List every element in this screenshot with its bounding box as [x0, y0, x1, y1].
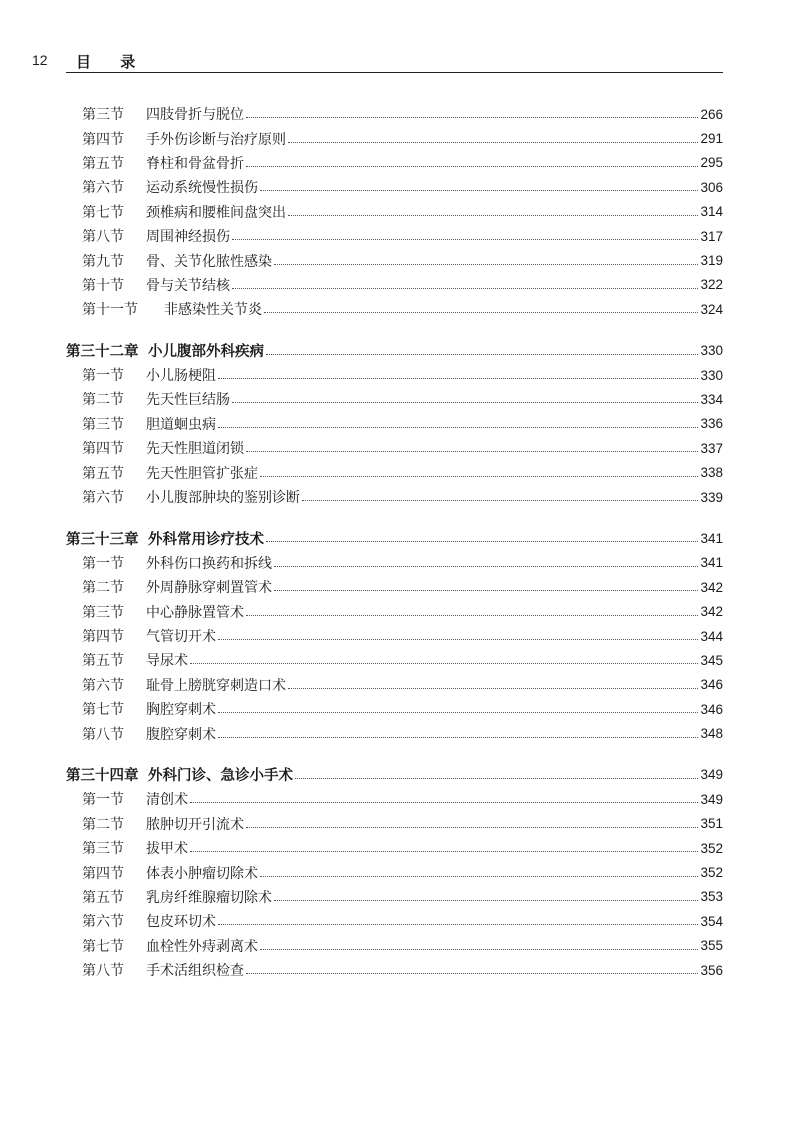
- dot-leader: [295, 777, 698, 779]
- section-entry[interactable]: [0, 151, 800, 175]
- section-entry[interactable]: [0, 460, 800, 484]
- section-title: 脊柱和骨盆骨折: [146, 155, 244, 172]
- section-entry[interactable]: [0, 599, 800, 623]
- page-ref: 341: [700, 555, 723, 571]
- section-entry[interactable]: [0, 885, 800, 909]
- section-title: 血栓性外痔剥离术: [146, 938, 258, 955]
- section-entry[interactable]: [0, 860, 800, 884]
- section-label: 第三节: [82, 416, 124, 433]
- dot-leader: [218, 923, 698, 925]
- section-title: 耻骨上膀胱穿刺造口术: [146, 677, 286, 694]
- page-ref: 334: [700, 391, 723, 407]
- chapter-title: 外科常用诊疗技术: [148, 531, 264, 548]
- page-ref: 344: [700, 628, 723, 644]
- page-ref: 342: [700, 579, 723, 595]
- section-label: 第一节: [82, 368, 124, 385]
- section-entry[interactable]: [0, 648, 800, 672]
- dot-leader: [274, 899, 698, 901]
- dot-leader: [218, 711, 698, 713]
- chapter-label: 第三十四章: [66, 768, 139, 785]
- dot-leader: [260, 948, 698, 950]
- page-ref: 306: [700, 179, 723, 195]
- section-entry[interactable]: [0, 934, 800, 958]
- dot-leader: [274, 565, 698, 567]
- section-title: 外科伤口换药和拆线: [146, 555, 272, 572]
- section-entry[interactable]: [0, 624, 800, 648]
- section-entry[interactable]: [0, 436, 800, 460]
- page-ref: 352: [700, 865, 723, 881]
- dot-leader: [190, 801, 698, 803]
- dot-leader: [218, 736, 698, 738]
- page-number: 12: [32, 52, 48, 68]
- page-ref: 341: [700, 530, 723, 546]
- section-label: 第九节: [82, 253, 124, 270]
- page-ref: 345: [700, 652, 723, 668]
- section-entry[interactable]: [0, 102, 800, 126]
- page-ref: 336: [700, 416, 723, 432]
- section-title: 气管切开术: [146, 629, 216, 645]
- section-title: 手术活组织检查: [146, 963, 244, 980]
- section-title: 胆道蛔虫病: [146, 416, 216, 433]
- dot-leader: [246, 450, 698, 452]
- page-ref: 353: [700, 889, 723, 905]
- section-entry[interactable]: [0, 958, 800, 982]
- section-label: 第四节: [82, 441, 124, 458]
- section-title: 腹腔穿刺术: [146, 726, 216, 743]
- section-title: 外周静脉穿刺置管术: [146, 580, 272, 597]
- section-title: 拔甲术: [146, 841, 188, 858]
- section-label: 第八节: [82, 726, 124, 743]
- page-ref: 337: [700, 440, 723, 456]
- section-label: 第十一节: [82, 302, 138, 319]
- section-label: 第七节: [82, 938, 124, 955]
- dot-leader: [288, 141, 698, 143]
- section-entry[interactable]: [0, 297, 800, 321]
- page-ref: 356: [700, 962, 723, 978]
- section-entry[interactable]: [0, 175, 800, 199]
- section-label: 第二节: [82, 816, 124, 833]
- section-label: 第三节: [82, 841, 124, 858]
- section-entry[interactable]: [0, 224, 800, 248]
- section-entry[interactable]: [0, 387, 800, 411]
- dot-leader: [266, 540, 698, 542]
- section-title: 脓肿切开引流术: [146, 816, 244, 833]
- section-entry[interactable]: [0, 273, 800, 297]
- section-label: 第六节: [82, 677, 124, 694]
- page-ref: 349: [700, 791, 723, 807]
- section-title: 导尿术: [146, 653, 188, 670]
- dot-leader: [218, 638, 698, 640]
- section-label: 第四节: [82, 131, 124, 148]
- section-entry[interactable]: [0, 721, 800, 745]
- dot-leader: [246, 972, 698, 974]
- section-label: 第四节: [82, 629, 124, 645]
- section-title: 小儿肠梗阻: [146, 368, 216, 385]
- section-entry[interactable]: [0, 787, 800, 811]
- section-label: 第二节: [82, 392, 124, 409]
- section-label: 第一节: [82, 792, 124, 809]
- chapter-block: [0, 339, 800, 510]
- page-ref: 346: [700, 677, 723, 693]
- section-title: 非感染性关节炎: [164, 302, 262, 319]
- section-entry[interactable]: [0, 248, 800, 272]
- page-ref: 317: [700, 228, 723, 244]
- dot-leader: [288, 214, 698, 216]
- section-title: 先天性胆管扩张症: [146, 465, 258, 482]
- dot-leader: [274, 263, 698, 265]
- dot-leader: [302, 499, 698, 501]
- page-ref: 319: [700, 253, 723, 269]
- section-label: 第十节: [82, 277, 124, 294]
- section-entry[interactable]: [0, 412, 800, 436]
- page-ref: 266: [700, 106, 723, 122]
- dot-leader: [246, 614, 698, 616]
- dot-leader: [246, 116, 698, 118]
- dot-leader: [260, 189, 698, 191]
- dot-leader: [218, 377, 698, 379]
- section-title: 四肢骨折与脱位: [146, 107, 244, 124]
- section-label: 第五节: [82, 653, 124, 670]
- page-ref: 354: [700, 913, 723, 929]
- header-rule: [66, 72, 723, 73]
- section-label: 第五节: [82, 889, 124, 906]
- chapter-block: [0, 102, 800, 322]
- dot-leader: [264, 311, 698, 313]
- section-entry[interactable]: [0, 363, 800, 387]
- section-title: 胸腔穿刺术: [146, 702, 216, 719]
- section-entry[interactable]: [0, 909, 800, 933]
- dot-leader: [232, 238, 698, 240]
- page-ref: 352: [700, 840, 723, 856]
- section-title: 先天性胆道闭锁: [146, 441, 244, 458]
- page-ref: 351: [700, 816, 723, 832]
- section-title: 中心静脉置管术: [146, 604, 244, 621]
- page-ref: 330: [700, 343, 723, 359]
- section-title: 骨与关节结核: [146, 277, 230, 294]
- section-label: 第七节: [82, 702, 124, 719]
- section-entry[interactable]: [0, 836, 800, 860]
- section-label: 第六节: [82, 490, 124, 507]
- section-label: 第三节: [82, 107, 124, 124]
- page-ref: 355: [700, 938, 723, 954]
- dot-leader: [266, 353, 698, 355]
- section-label: 第四节: [82, 865, 124, 882]
- page-ref: 338: [700, 465, 723, 481]
- section-title: 骨、关节化脓性感染: [146, 253, 272, 270]
- section-label: 第一节: [82, 555, 124, 572]
- section-label: 第二节: [82, 580, 124, 597]
- page-ref: 339: [700, 489, 723, 505]
- section-label: 第七节: [82, 204, 124, 221]
- section-entry[interactable]: [0, 697, 800, 721]
- dot-leader: [260, 875, 698, 877]
- dot-leader: [274, 589, 698, 591]
- page-ref: 295: [700, 155, 723, 171]
- section-label: 第五节: [82, 465, 124, 482]
- page-ref: 349: [700, 767, 723, 783]
- page-header: [0, 50, 800, 74]
- section-entry[interactable]: [0, 200, 800, 224]
- page-ref: 348: [700, 726, 723, 742]
- running-title: 目 录: [76, 53, 148, 71]
- dot-leader: [260, 475, 698, 477]
- section-title: 清创术: [146, 792, 188, 809]
- section-title: 手外伤诊断与治疗原则: [146, 131, 286, 148]
- page-ref: 291: [700, 131, 723, 147]
- section-label: 第八节: [82, 963, 124, 980]
- section-entry[interactable]: [0, 551, 800, 575]
- dot-leader: [190, 850, 698, 852]
- dot-leader: [246, 826, 698, 828]
- section-label: 第五节: [82, 155, 124, 172]
- chapter-label: 第三十二章: [66, 344, 139, 361]
- dot-leader: [232, 287, 698, 289]
- page-ref: 314: [700, 204, 723, 220]
- chapter-title: 小儿腹部外科疾病: [148, 344, 264, 361]
- section-entry[interactable]: [0, 485, 800, 509]
- chapter-block: [0, 763, 800, 983]
- section-title: 先天性巨结肠: [146, 392, 230, 409]
- chapter-label: 第三十三章: [66, 531, 139, 548]
- dot-leader: [246, 165, 698, 167]
- section-label: 第三节: [82, 604, 124, 621]
- dot-leader: [190, 662, 698, 664]
- page-ref: 322: [700, 277, 723, 293]
- section-title: 乳房纤维腺瘤切除术: [146, 889, 272, 906]
- section-title: 包皮环切术: [146, 914, 216, 931]
- chapter-title: 外科门诊、急诊小手术: [148, 768, 293, 785]
- section-title: 体表小肿瘤切除术: [146, 865, 258, 882]
- section-entry[interactable]: [0, 812, 800, 836]
- dot-leader: [218, 426, 698, 428]
- section-title: 小儿腹部肿块的鉴别诊断: [146, 490, 300, 507]
- section-label: 第六节: [82, 180, 124, 197]
- section-label: 第六节: [82, 914, 124, 931]
- page-ref: 324: [700, 301, 723, 317]
- chapter-entry[interactable]: [0, 763, 800, 787]
- chapter-entry[interactable]: [0, 339, 800, 363]
- chapter-block: [0, 526, 800, 746]
- page-ref: 330: [700, 367, 723, 383]
- section-entry[interactable]: [0, 673, 800, 697]
- section-entry[interactable]: [0, 126, 800, 150]
- section-title: 颈椎病和腰椎间盘突出: [146, 204, 286, 221]
- section-label: 第八节: [82, 229, 124, 246]
- page-ref: 342: [700, 604, 723, 620]
- page-ref: 346: [700, 701, 723, 717]
- section-title: 运动系统慢性损伤: [146, 180, 258, 197]
- chapter-entry[interactable]: [0, 526, 800, 550]
- table-of-contents: [0, 102, 800, 999]
- dot-leader: [232, 401, 698, 403]
- section-entry[interactable]: [0, 575, 800, 599]
- section-title: 周围神经损伤: [146, 229, 230, 246]
- dot-leader: [288, 687, 698, 689]
